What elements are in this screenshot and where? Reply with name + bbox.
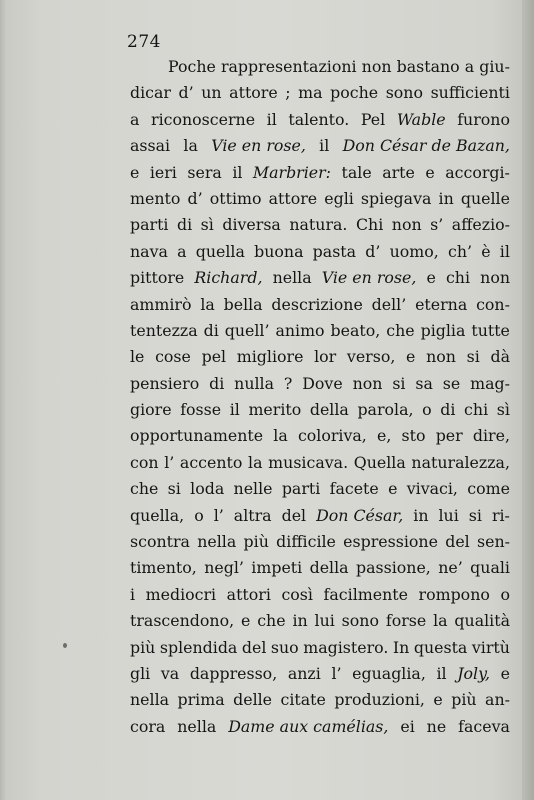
word: con [130, 452, 159, 472]
word: ma [298, 83, 323, 103]
word: o [422, 400, 432, 420]
page-number: 274 [127, 32, 161, 52]
word: egli [324, 188, 354, 208]
page-left-edge [0, 0, 6, 800]
word: come [467, 479, 510, 499]
word: di [209, 373, 225, 393]
text-line [130, 212, 510, 238]
word: sono [385, 83, 423, 103]
word: delle [233, 690, 273, 710]
word: lui [314, 611, 335, 631]
word: eterna [415, 294, 468, 314]
word: ammirò [130, 294, 192, 314]
word: difficile [276, 532, 336, 552]
word: quali [470, 558, 510, 578]
word: natura. [289, 215, 348, 235]
word: arte [382, 162, 415, 182]
word: nulla [234, 373, 275, 393]
word: non [361, 57, 392, 76]
text-line [130, 476, 510, 502]
word: più [130, 637, 156, 657]
text-line [130, 423, 510, 449]
word: d’ [178, 83, 194, 103]
word: attori [226, 584, 271, 604]
word: che [130, 479, 159, 499]
word: fosse [180, 400, 222, 420]
word: altra [233, 505, 272, 525]
word: del [281, 505, 307, 525]
word: In [392, 637, 410, 657]
word: rompono [418, 584, 490, 604]
word: facete [329, 479, 379, 499]
word: ei [400, 716, 415, 736]
word: un [201, 83, 222, 103]
word: ottimo [209, 188, 262, 208]
word: non [426, 347, 456, 367]
word: timento, [130, 558, 197, 578]
text-line [130, 186, 510, 212]
word: cose [155, 347, 191, 367]
word: magistero. [303, 637, 389, 657]
word: mag- [470, 373, 510, 393]
word: loda [190, 479, 225, 499]
word: coloriva, [297, 426, 367, 446]
word: parola, [357, 400, 414, 420]
word: citate [280, 690, 326, 710]
word: per [435, 426, 463, 446]
word: della [309, 558, 349, 578]
word: sa [415, 373, 433, 393]
paper-speck [63, 643, 67, 648]
text-line [130, 318, 510, 344]
text-line [130, 529, 510, 555]
word: Don César de Bazan, [342, 136, 510, 156]
word: è [481, 241, 491, 261]
word: va [160, 663, 180, 683]
word: diversa [222, 215, 281, 235]
word: in [438, 188, 454, 208]
word: Richard, [194, 268, 263, 288]
word: si [466, 347, 480, 367]
word: con- [476, 294, 510, 314]
word: animo [275, 320, 325, 340]
word: si [167, 479, 181, 499]
text-line [130, 555, 510, 581]
word: vivaci, [406, 479, 458, 499]
word: che [386, 320, 415, 340]
word: e [130, 162, 140, 182]
word: ? [283, 373, 293, 393]
word: e [500, 663, 510, 683]
word: bastano [396, 57, 460, 76]
word: anzi [287, 663, 321, 683]
word: Vie en rose, [211, 136, 306, 156]
word: di [176, 215, 193, 235]
word: non [480, 268, 510, 288]
word: pasta [312, 241, 357, 261]
word: di [203, 320, 219, 340]
word: così [281, 584, 313, 604]
word: le [130, 347, 145, 367]
word: rappresentazioni [220, 57, 357, 76]
word: spiegava [360, 188, 432, 208]
word: il [436, 663, 447, 683]
word: nelle [233, 479, 273, 499]
text-line [130, 661, 510, 687]
word: Wable [396, 109, 446, 129]
word: sono [341, 611, 379, 631]
word: sufficienti [430, 83, 510, 103]
word: sì [496, 400, 510, 420]
word: faceva [458, 716, 510, 736]
word: ri- [491, 505, 510, 525]
word: quelle [460, 188, 510, 208]
word: tentezza [130, 320, 198, 340]
word: Joly, [457, 663, 490, 683]
text-line [130, 344, 510, 370]
word: quell’ [224, 320, 270, 340]
page-right-edge [522, 0, 534, 800]
word: poche [330, 83, 379, 103]
word: d’ [365, 241, 381, 261]
word: chi [464, 400, 489, 420]
word: di [440, 400, 456, 420]
word: Dove [302, 373, 343, 393]
word: la [273, 426, 288, 446]
word: quella, [130, 505, 185, 525]
word: ne [426, 716, 447, 736]
text-line [130, 635, 510, 661]
word: la [433, 611, 448, 631]
word: opportunamente [130, 426, 264, 446]
text-line [130, 371, 510, 397]
text-line [130, 160, 510, 186]
word: e [406, 347, 416, 367]
word: Pel [360, 109, 386, 129]
word: la [248, 452, 263, 472]
word: parti [281, 479, 321, 499]
text-line [130, 714, 510, 740]
body-text [130, 54, 510, 740]
word: d’ [187, 188, 203, 208]
word: piglia [420, 320, 466, 340]
word: pensiero [130, 373, 200, 393]
word: buona [254, 241, 304, 261]
word: non [391, 215, 422, 235]
word: a [130, 109, 140, 129]
word: tutte [471, 320, 510, 340]
word: giore [130, 400, 172, 420]
word: in [292, 611, 308, 631]
word: il [266, 109, 277, 129]
word: eguaglia, [352, 663, 426, 683]
word: e [240, 611, 251, 631]
word: Don César, [316, 505, 404, 525]
text-line [130, 397, 510, 423]
word: la [183, 136, 198, 156]
word: trascendono, [130, 611, 235, 631]
word: mediocri [145, 584, 217, 604]
word: riconoscerne [151, 109, 256, 129]
word: tale [341, 162, 372, 182]
word: pittore [130, 268, 185, 288]
text-line [130, 133, 510, 159]
text-line [130, 54, 510, 80]
word: nella [177, 716, 217, 736]
word: verso, [346, 347, 396, 367]
word: nella [272, 268, 312, 288]
word: ch’ [447, 241, 473, 261]
word: attore [268, 188, 318, 208]
word: del [445, 532, 470, 552]
text-line [130, 292, 510, 318]
word: il [319, 136, 330, 156]
word: pel [201, 347, 227, 367]
word: produzioni, [334, 690, 425, 710]
text-line [130, 608, 510, 634]
word: del [241, 637, 267, 657]
word: sto [401, 426, 426, 446]
word: forse [385, 611, 427, 631]
word: dà [490, 347, 510, 367]
word: scontra [130, 532, 190, 552]
word: assai [130, 136, 171, 156]
word: a [464, 57, 475, 76]
word: merito [248, 400, 302, 420]
word: impeti [251, 558, 303, 578]
word: bella [223, 294, 263, 314]
word: si [468, 505, 482, 525]
word: e, [377, 426, 392, 446]
word: Marbrier: [252, 162, 332, 182]
text-line [130, 450, 510, 476]
word: an- [485, 690, 510, 710]
word: descrizione [271, 294, 363, 314]
word: qualità [454, 611, 510, 631]
word: quella [195, 241, 245, 261]
word: giu- [479, 57, 510, 76]
word: negl’ [204, 558, 244, 578]
word: e [425, 162, 435, 182]
word: accento [179, 452, 243, 472]
word: questa [413, 637, 468, 657]
word: accorgi- [445, 162, 510, 182]
word: cora [130, 716, 166, 736]
word: dicar [130, 83, 171, 103]
word: affezio- [451, 215, 510, 235]
word: la [200, 294, 215, 314]
word: Chi [355, 215, 384, 235]
word: Vie en rose, [321, 268, 417, 288]
word: dell’ [371, 294, 407, 314]
word: più [243, 532, 269, 552]
word: il [499, 241, 510, 261]
word: attore [229, 83, 278, 103]
word: si [392, 373, 406, 393]
word: gli [130, 663, 151, 683]
word: a [177, 241, 187, 261]
word: della [309, 400, 349, 420]
word: uomo, [389, 241, 439, 261]
word: che [257, 611, 286, 631]
word: espressione [343, 532, 438, 552]
word: più [451, 690, 477, 710]
text-line [130, 582, 510, 608]
word: o [500, 584, 510, 604]
word: l’ [331, 663, 342, 683]
word: nella [197, 532, 237, 552]
word: beato, [330, 320, 381, 340]
text-line [130, 265, 510, 291]
word: ; [285, 83, 291, 103]
word: naturalezza, [411, 452, 510, 472]
word: Dame aux camélias, [228, 716, 389, 736]
word: e [388, 479, 398, 499]
word: nella [130, 690, 170, 710]
text-line [130, 503, 510, 529]
word: sen- [477, 532, 510, 552]
text-line [130, 239, 510, 265]
word: facilmente [323, 584, 408, 604]
word: e [426, 268, 436, 288]
word: lui [438, 505, 459, 525]
word: dire, [472, 426, 510, 446]
word: l’ [164, 452, 175, 472]
word: virtù [471, 637, 510, 657]
word: dappresso, [189, 663, 278, 683]
word: sì [200, 215, 214, 235]
word: migliore [236, 347, 304, 367]
word: nava [130, 241, 168, 261]
word: il [232, 162, 243, 182]
word: furono [457, 109, 510, 129]
word: l’ [213, 505, 224, 525]
word: mento [130, 188, 181, 208]
word: i [130, 584, 136, 604]
word: splendida [159, 637, 238, 657]
word: talento. [288, 109, 350, 129]
word: non [352, 373, 383, 393]
word: se [442, 373, 461, 393]
word: passione, [355, 558, 431, 578]
word: il [229, 400, 240, 420]
word: Quella [353, 452, 406, 472]
word: in [413, 505, 429, 525]
word: o [194, 505, 204, 525]
word: sera [187, 162, 222, 182]
word: ne’ [438, 558, 463, 578]
text-line [130, 80, 510, 106]
word: suo [270, 637, 299, 657]
text-line [130, 687, 510, 713]
word: chi [445, 268, 471, 288]
word: musicava. [268, 452, 349, 472]
word: s’ [430, 215, 444, 235]
word: parti [130, 215, 169, 235]
word: e [433, 690, 443, 710]
text-line [130, 107, 510, 133]
word: Poche [168, 57, 216, 76]
word: lor [314, 347, 337, 367]
word: ieri [149, 162, 177, 182]
word: prima [177, 690, 225, 710]
